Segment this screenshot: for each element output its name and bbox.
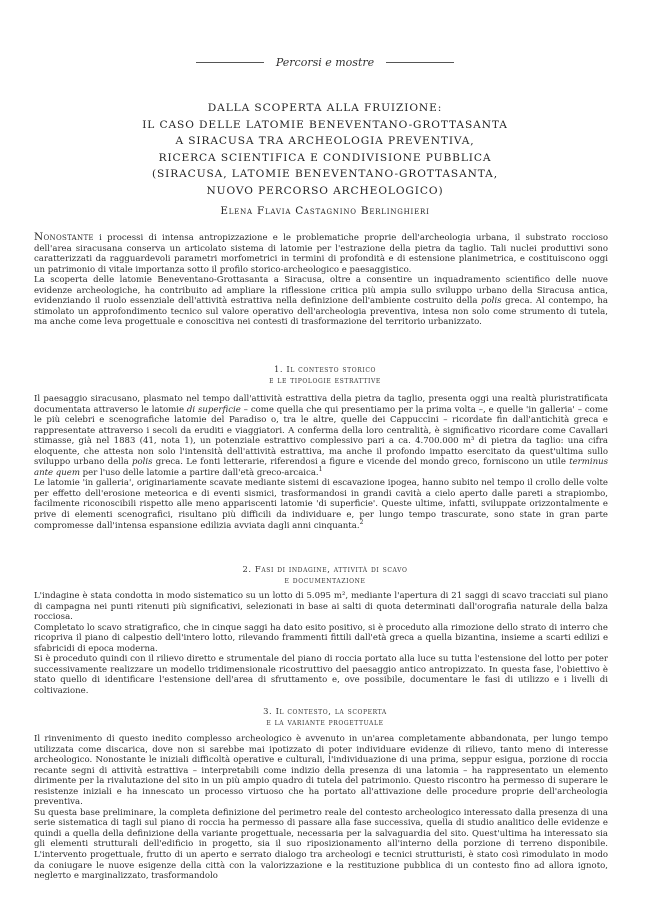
section-2-text (34, 591, 608, 696)
paragraph: Il rinvenimento di questo inedito complesso archeologico è avvenuto in un'area completamente abbandonata, per lungo tempo utilizzata come discarica, dove non si sarebbe mai ipotizzato di poter individuare evidenze di rilievo, tanto meno di interesse archeologico. Nonostante le iniziali difficoltà operative e culturali, l'individuazione di una prima, seppur esigua, porzione di roccia recante segni di attività estrattiva – interpretabili come indizio della presenza di una latomia – ha rappresentato un elemento dirimente per la rivalutazione del sito in un più ampio quadro di tutela del patrimonio. Questo riscontro ha permesso di superare le resistenze iniziali e ha innescato un processo virtuoso che ha portato all'attivazione delle procedure proprie dell'archeologia preventiva. (34, 734, 608, 808)
paragraph: La scoperta delle latomie Beneventano-Grottasanta a Siracusa, oltre a consentire un inquadramento scientifico delle nuove evidenze archeologiche, ha contribuito ad ampliare la riflessione critica più ampia sullo sviluppo urbano della Siracusa antica, evidenziando il ruolo essenziale dell'attività estrattiva nella definizione dell'ambiente costruito della polis greca. Al contempo, ha stimolato un approfondimento tecnico sul valore operativo dell'archeologia preventiva, intesa non solo come strumento di tutela, ma anche come leva progettuale e conoscitiva nei contesti di trasformazione del territorio urbanizzato. (34, 275, 608, 328)
paragraph: Nonostante i processi di intensa antropizzazione e le problematiche proprie dell'archeologia urbana, il substrato roccioso dell'area siracusana conserva un articolato sistema di latomie per l'estrazione della pietra da taglio. Tali nuclei produttivi sono caratterizzati da ragguardevoli parametri morfometrici in termini di profondità e di estensione planimetrica, e costituiscono oggi un patrimonio di vitale importanza sotto il profilo storico-archeologico e paesaggistico. (34, 231, 608, 275)
title-line: DALLA SCOPERTA ALLA FRUIZIONE: (207, 102, 443, 114)
footnote-ref[interactable]: 2 (359, 518, 364, 526)
rubric-rule-left (196, 62, 264, 63)
title-line: IL CASO DELLE LATOMIE BENEVENTANO-GROTTASANTA (142, 118, 508, 131)
rubric-label: Percorsi e mostre (275, 56, 375, 69)
dropcap-word: Nonostante (34, 231, 94, 243)
paragraph: Si è proceduto quindi con il rilievo diretto e strumentale del piano di roccia portato alla luce su tutta l'estensione del lotto per poter successivamente realizzare un modello tridimensionale ricostruttivo del paesaggio antico antropizzato. In questa fase, l'obiettivo è stato quello di identificare l'estensione dell'area di sfruttamento e, ove possibile, documentare le fasi di utilizzo e i livelli di coltivazione. (34, 654, 608, 696)
paragraph: Su questa base preliminare, la completa definizione del perimetro reale del contesto archeologico interessato dalla presenza di una serie sistematica di tagli sul piano di roccia ha permesso di passare alla fase successiva, quella di studio analitico delle evidenze e quindi a quella della definizione della variante progettuale, necessaria per la salvaguardia del sito. Quest'ultima ha interessato sia gli elementi strutturali dell'edificio in progetto, sia il suo riposizionamento all'interno della porzione di terreno disponibile. L'intervento progettuale, frutto di un aperto e serrato dialogo tra archeologi e tecnici strutturisti, è stato così rimodulato in modo da coniugare le nuove esigenze della città con la valorizzazione e la restituzione pubblica di un contesto fino ad allora ignoto, neglетto e marginalizzato, trasformandolo (34, 807, 608, 882)
title-line: RICERCA SCIENTIFICA E CONDIVISIONE PUBBLICA (158, 151, 492, 164)
footnote-ref[interactable]: 1 (318, 465, 323, 473)
article-author: Elena Flavia Castagnino Berlinghieri (220, 205, 430, 217)
section-heading-3: 3. Il contesto, la scoperta e la variante progettuale (263, 706, 387, 727)
intro-text (34, 232, 608, 328)
title-line: A SIRACUSA TRA ARCHEOLOGIA PREVENTIVA, (175, 135, 475, 148)
section-heading-2: 2. Fasi di indagine, attività di scavo e documentazione (242, 564, 408, 585)
title-line: (SIRACUSA, LATOMIE BENEVENTANO-GROTTASANTA, (151, 168, 498, 181)
section-1-text (34, 394, 608, 531)
section-rubric (0, 56, 650, 69)
section-heading-1: 1. Il contesto storico e le tipologie estrattive (269, 364, 381, 385)
section-3-text (34, 734, 608, 882)
article-title (0, 100, 650, 200)
paragraph: L'indagine è stata condotta in modo sistematico su un lotto di 5.095 m², mediante l'apertura di 21 saggi di scavo tracciati sul piano di campagna nei punti ritenuti più significativi, selezionati in base ai salti di quota determinati dall'orografia naturale della balza rocciosa. (34, 591, 608, 623)
title-line: NUOVO PERCORSO ARCHEOLOGICO) (206, 184, 444, 197)
rubric-rule-right (386, 62, 454, 63)
paragraph: Completato lo scavo stratigrafico, che in cinque saggi ha dato esito positivo, si è proceduto alla rimozione dello strato di interro che ricopriva il piano di calpestio dell'intero lotto, rilevando frammenti fittili dall'età greca a quella bizantina, insieme a scarti edilizi e sfabricidi di epoca moderna. (34, 622, 608, 654)
paragraph: Il paesaggio siracusano, plasmato nel tempo dall'attività estrattiva della pietra da taglio, presenta oggi una realtà pluristratificata documentata attraverso le latomie di superficie – come quella che qui presentiamo per la prima volta –, e quelle 'in galleria' – come le più celebri e scenografiche latomie del Paradiso o, tra le altre, quelle dei Cappuccini – ricordate fin dall'antichità greca e rappresentate attraverso i secoli da eruditi e viaggiatori. A conferma della loro centralità, è significativo ricordare come Cavallari stimasse, già nel 1883 (41, nota 1), un potenziale estrattivo complessivo pari a ca. 4.700.000 m³ di pietra da taglio: una cifra eloquente, che attesta non solo l'intensità dell'attività estrattiva, ma anche il profondo impatto esercitato da quest'ultima sullo sviluppo urbano della polis greca. Le fonti letterarie, riferendosi a figure e vicende del mondo greco, forniscono un utile terminus ante quem per l'uso delle latomie a partire dall'età greco-arcaica.$^1$ (34, 394, 608, 478)
paragraph: Le latomie 'in galleria', originariamente scavate mediante sistemi di escavazione ipogea, hanno subito nel tempo il crollo delle volte per effetto dell'erosione meteorica e di eventi sismici, trasformandosi in grandi cavità a cielo aperto dalle pareti a strapiombo, facilmente riconoscibili rispetto alle meno appariscenti latomie 'di superficie'. Queste ultime, infatti, sviluppate orizzontalmente e prive di elementi scenografici, risultano più difficili da individuare e, per lungo tempo trascurate, sono state in gran parte compromesse dall'intensa espansione edilizia avviata dagli anni cinquanta.$^2$ (34, 478, 608, 531)
